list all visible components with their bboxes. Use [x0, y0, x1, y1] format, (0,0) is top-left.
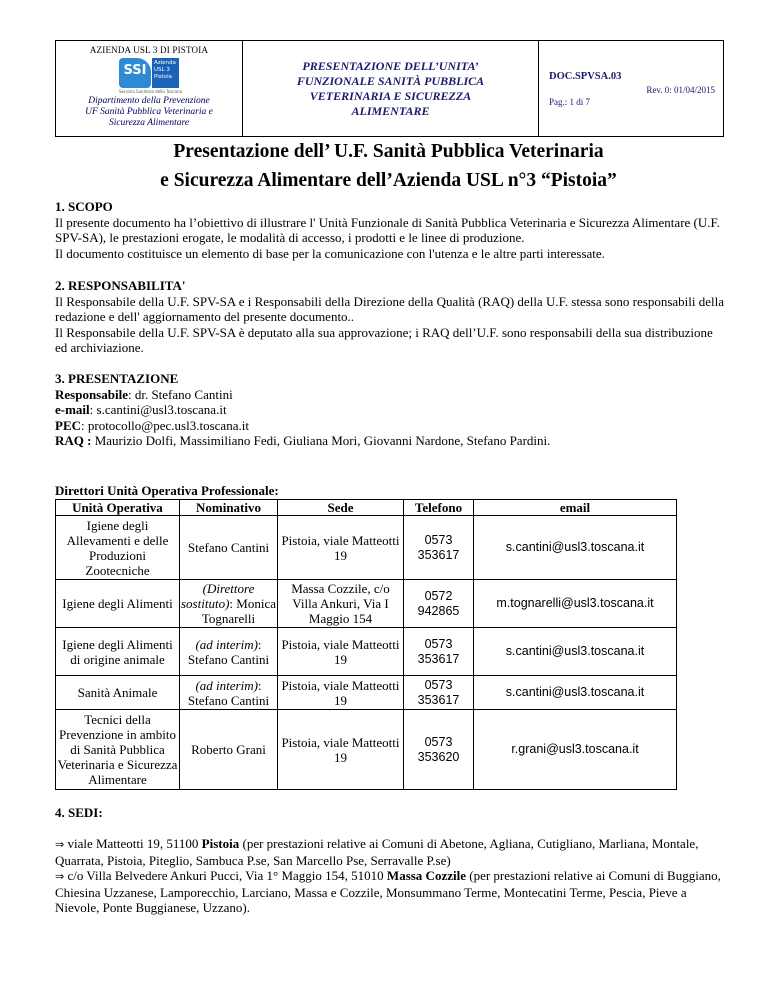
section-responsabilita [55, 278, 727, 356]
name: Roberto Grani [191, 742, 266, 757]
directors-title: Direttori Unità Operativa Professionale: [55, 483, 279, 498]
paragraph: Il documento costituisce un elemento di base per la comunicazione con l'utenza e le altre parti interessate. [55, 245, 605, 261]
phone-cell: 0573 353617 [404, 628, 474, 676]
sede-description: (per prestazioni relative ai Comuni di Abetone, Agliana, Cutigliano, Marliana, Montale, Quarrata, Pistoia, Piteglio, Sambuca P.se, San Marcello Pse, Serravalle P.se) [55, 836, 699, 868]
email-cell: m.tognarelli@usl3.toscana.it [474, 580, 677, 628]
site-cell: Pistoia, viale Matteotti 19 [278, 710, 404, 790]
sede-description: (per prestazioni relative ai Comuni di Buggiano, Chiesina Uzzanese, Lamporecchio, Larciano, Massa e Cozzile, Monsummano Terme, Montecatini Terme, Pescia, Pieve a Nievole, Ponte Buggianese, Uzzano). [55, 868, 721, 915]
sede-pistoia [55, 836, 727, 868]
name: : Monica Tognarelli [201, 596, 276, 626]
header-title-cell [243, 41, 539, 136]
dept-line: UF Sanità Pubblica Veterinaria e [85, 107, 213, 117]
email-cell: s.cantini@usl3.toscana.it [474, 676, 677, 710]
table-row [56, 580, 677, 628]
document-header [55, 40, 724, 137]
label: Responsabile [55, 386, 128, 402]
section-heading: 2. RESPONSABILITA' [55, 278, 186, 293]
sede-address: c/o Villa Belvedere Ankuri Pucci, Via 1° Maggio 154, 51010 [64, 868, 387, 883]
email-cell: r.grani@usl3.toscana.it [474, 710, 677, 790]
label: RAQ : [55, 433, 92, 448]
logo-caption: Servizio Sanitario della Toscana [119, 89, 183, 94]
arrow-right-icon: ⇒ [55, 870, 65, 883]
name-cell [180, 516, 278, 580]
column-header: Unità Operativa [56, 500, 180, 516]
table-header-row [56, 500, 677, 516]
phone-cell: 0573 353620 [404, 710, 474, 790]
column-header: Telefono [404, 500, 474, 516]
section-heading: 3. PRESENTAZIONE [55, 371, 179, 386]
name-cell [180, 628, 278, 676]
email-line [55, 402, 727, 418]
label: PEC [55, 417, 81, 433]
revision: Rev. 0: 01/04/2015 [646, 85, 715, 95]
name: Stefano Cantini [187, 540, 270, 555]
page-number: Pag.: 1 di 7 [549, 97, 591, 107]
page-title-line2: e Sicurezza Alimentare dell’Azienda USL n°3 “Pistoia” [160, 170, 617, 191]
logo-text-box [152, 58, 179, 88]
logo-line: Azienda [154, 60, 176, 66]
name-prefix: (ad interim) [195, 677, 258, 693]
site-cell: Pistoia, viale Matteotti 19 [278, 628, 404, 676]
email-cell: s.cantini@usl3.toscana.it [474, 628, 677, 676]
section-scopo [55, 199, 727, 261]
sedi-list [55, 836, 727, 916]
document-title [297, 59, 484, 119]
document-id: DOC.SPVSA.03 [549, 71, 622, 82]
raq-line [55, 433, 727, 449]
name-prefix: (ad interim) [195, 636, 258, 652]
value: Maurizio Dolfi, Massimiliano Fedi, Giuliana Mori, Giovanni Nardone, Stefano Pardini. [91, 433, 551, 448]
doc-title-line: VETERINARIA E SICUREZZA [309, 88, 472, 103]
table-row [56, 676, 677, 710]
logo-ssi-mark: SSI [119, 58, 151, 88]
logo-line: Pistoia [154, 74, 173, 80]
label: e-mail [55, 402, 90, 417]
site-cell: Massa Cozzile, c/o Villa Ankuri, Via I Maggio 154 [278, 580, 404, 628]
section-sedi [55, 805, 727, 821]
dept-line: Sicurezza Alimentare [108, 118, 190, 128]
phone-cell: 0573 353617 [404, 516, 474, 580]
unit-cell: Igiene degli Allevamenti e delle Produzioni Zootecniche [56, 516, 180, 580]
doc-title-line: PRESENTAZIONE DELL’UNITA’ [302, 58, 479, 73]
table-row [56, 516, 677, 580]
doc-title-line: ALIMENTARE [351, 103, 430, 118]
phone-cell: 0572 942865 [404, 580, 474, 628]
sede-massa-cozzile [55, 868, 727, 916]
paragraph: Il Responsabile della U.F. SPV-SA è deputato alla sua approvazione; i RAQ dell’U.F. sono responsabili della sua distribuzione ed archiviazione. [55, 324, 713, 355]
header-meta-cell [539, 41, 723, 136]
dept-line: Dipartimento della Prevenzione [88, 96, 210, 106]
page-title-line1: Presentazione dell’ U.F. Sanità Pubblica Veterinaria [173, 141, 604, 162]
name: : Stefano Cantini [187, 677, 270, 708]
arrow-right-icon: ⇒ [55, 838, 65, 851]
paragraph: Il Responsabile della U.F. SPV-SA e i Responsabili della Direzione della Qualità (RAQ) della U.F. stessa sono responsabili della redazione e dell' aggiornamento del presente documento.. [55, 293, 724, 324]
section-heading: 1. SCOPO [55, 199, 113, 214]
responsabile-line [55, 387, 727, 403]
site-cell: Pistoia, viale Matteotti 19 [278, 516, 404, 580]
column-header: Nominativo [180, 500, 278, 516]
name-cell [180, 710, 278, 790]
department-name [56, 96, 242, 129]
unit-cell: Igiene degli Alimenti di origine animale [56, 628, 180, 676]
directors-table [55, 499, 677, 790]
unit-cell: Tecnici della Prevenzione in ambito di Sanità Pubblica Veterinaria e Sicurezza Alimentare [56, 710, 180, 790]
section-presentazione [55, 371, 727, 449]
unit-cell: Igiene degli Alimenti [56, 580, 180, 628]
column-header: email [474, 500, 677, 516]
logo-line: USL 3 [154, 67, 170, 73]
value: : s.cantini@usl3.toscana.it [89, 402, 227, 417]
doc-title-line: FUNZIONALE SANITÀ PUBBLICA [296, 73, 485, 88]
section-heading: 4. SEDI: [55, 805, 103, 820]
name-prefix: (Direttore sostituto) [181, 581, 255, 611]
unit-cell: Sanità Animale [56, 676, 180, 710]
value: : protocollo@pec.usl3.toscana.it [81, 417, 249, 433]
sede-city: Pistoia [201, 836, 240, 851]
paragraph: Il presente documento ha l’obiettivo di illustrare l' Unità Funzionale di Sanità Pubblica Veterinaria e Sicurezza Alimentare (U.F. SPV-SA), le prestazioni erogate, le modalità di accesso, i prodotti e le linee di produzione. [55, 214, 720, 245]
header-logo-cell [56, 41, 243, 136]
column-header: Sede [278, 500, 404, 516]
name: : Stefano Cantini [187, 636, 270, 667]
phone-cell: 0573 353617 [404, 676, 474, 710]
table-row [56, 710, 677, 790]
name-cell [180, 676, 278, 710]
table-row [56, 628, 677, 676]
email-cell: s.cantini@usl3.toscana.it [474, 516, 677, 580]
site-cell: Pistoia, viale Matteotti 19 [278, 676, 404, 710]
usl-logo [119, 58, 183, 94]
sede-address: viale Matteotti 19, 51100 [64, 836, 202, 851]
value: : dr. Stefano Cantini [127, 386, 233, 402]
sede-city: Massa Cozzile [386, 868, 466, 883]
pec-line [55, 418, 727, 434]
name-cell [180, 580, 278, 628]
azienda-label: AZIENDA USL 3 DI PISTOIA [89, 45, 209, 55]
